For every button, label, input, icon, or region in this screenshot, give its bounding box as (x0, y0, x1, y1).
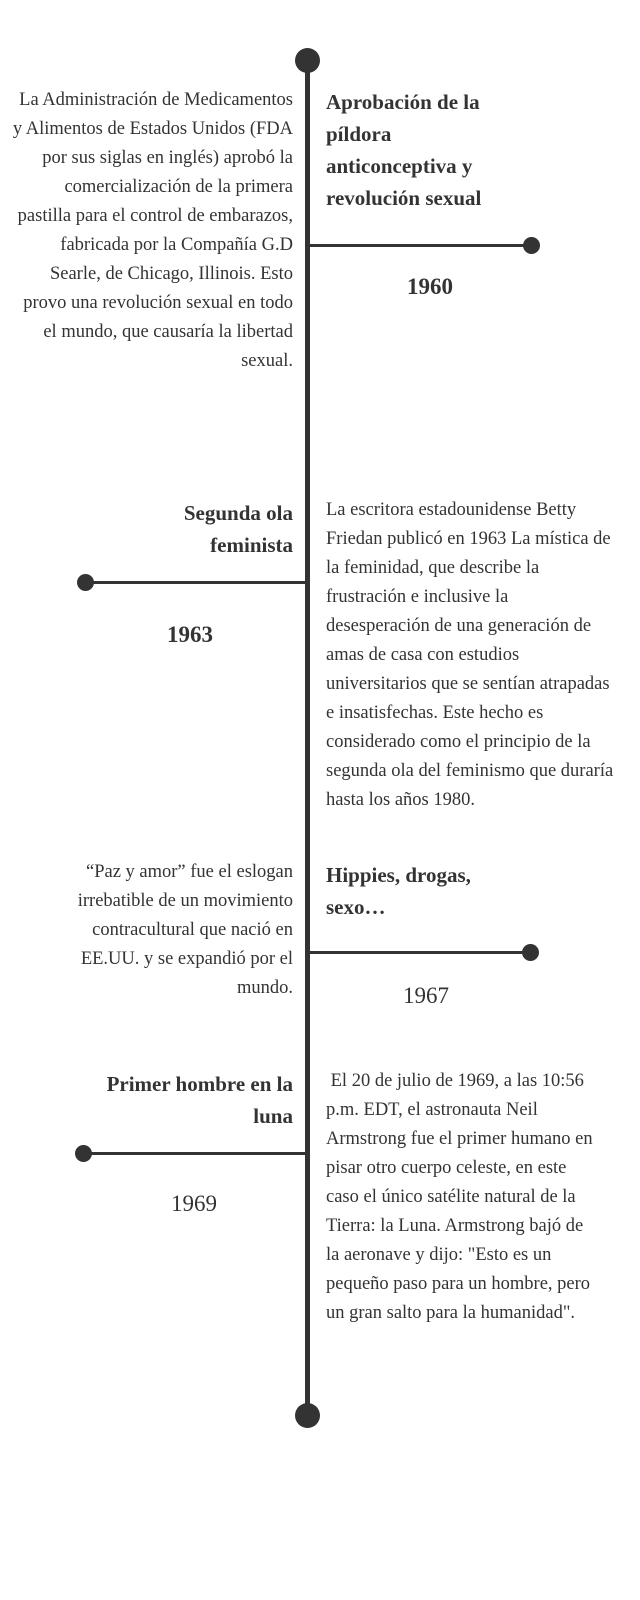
event-title: Primer hombre en la luna (106, 1072, 293, 1128)
event-branch-line (307, 244, 531, 247)
event-branch-dot (522, 944, 539, 961)
event-title: Hippies, drogas, sexo… (326, 863, 471, 919)
event-title: Aprobación de la píldora anticonceptiva y revolución sexual (326, 90, 482, 210)
event-title: Segunda ola feminista (183, 501, 293, 557)
event-branch-line (84, 1152, 308, 1155)
event-year: 1967 (403, 983, 449, 1008)
event-branch-dot (77, 574, 94, 591)
event-branch-line (307, 951, 531, 954)
timeline-start-dot (295, 48, 320, 73)
event-year: 1960 (407, 274, 453, 299)
event-branch-dot (523, 237, 540, 254)
event-description: La Administración de Medicamentos y Alimentos de Estados Unidos (FDA por sus siglas en inglés) aprobó la comercialización de la primera pastilla para el control de embarazos, fabricada por la Compañía G.D Searle, de Chicago, Illinois. Esto provo una revolución sexual en todo el mundo, que causaría la libertad sexual. (12, 90, 293, 371)
timeline-spine (305, 61, 310, 1416)
event-description: “Paz y amor” fue el eslogan irrebatible de un movimiento contracultural que nació en EE.UU. y se expandió por el mundo. (77, 862, 293, 998)
timeline-end-dot (295, 1403, 320, 1428)
event-year: 1963 (167, 622, 213, 647)
event-branch-line (86, 581, 308, 584)
event-branch-dot (75, 1145, 92, 1162)
event-description: El 20 de julio de 1969, a las 10:56 p.m. EDT, el astronauta Neil Armstrong fue el primer humano en pisar otro cuerpo celeste, en este caso el único satélite natural de la Tierra: la Luna. Armstrong bajó de la aeronave y dijo: "Esto es un pequeño paso para un hombre, pero un gran salto para la humanidad". (326, 1071, 598, 1323)
event-year: 1969 (171, 1191, 217, 1216)
event-description: La escritora estadounidense Betty Friedan publicó en 1963 La mística de la feminidad, que describe la frustración e inclusive la desesperación de una generación de amas de casa con estudios universitarios que se sentían atrapadas e insatisfechas. Este hecho es considerado como el principio de la segunda ola del feminismo que duraría hasta los años 1980. (326, 500, 614, 810)
